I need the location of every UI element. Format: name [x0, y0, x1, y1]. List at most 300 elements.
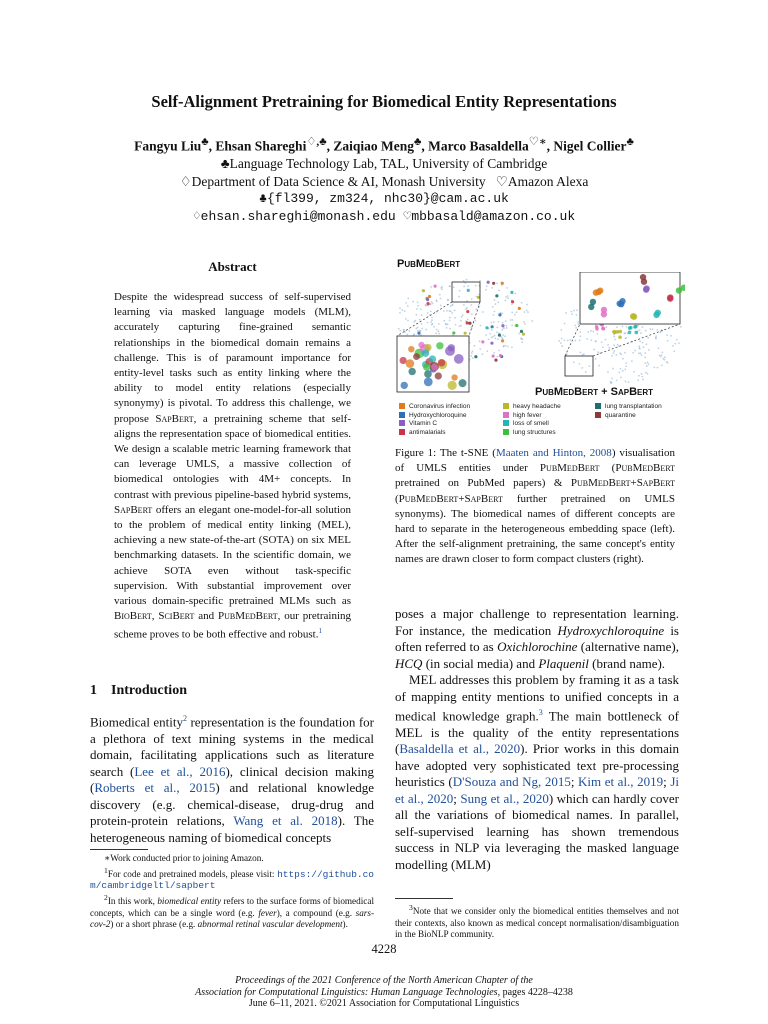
footnote-em: sars-cov-2 [90, 907, 375, 930]
embedding-point [628, 381, 630, 383]
embedding-point [516, 311, 518, 313]
embedding-point [421, 314, 423, 316]
embedding-point [613, 336, 615, 338]
legend-item [399, 429, 446, 436]
embedding-point [622, 370, 624, 372]
embedding-point [646, 365, 648, 367]
text: (alternative name), [577, 639, 680, 654]
embedding-point [678, 342, 680, 344]
inset-point [667, 294, 673, 300]
embedding-point [511, 303, 513, 305]
embedding-point [625, 381, 627, 383]
embedding-point [612, 368, 614, 370]
embedding-point [662, 351, 664, 353]
author-name: Zaiqiao Meng [333, 138, 414, 154]
entity-point [495, 294, 498, 297]
legend-item [503, 420, 549, 427]
paragraph [395, 672, 679, 873]
entity-point [501, 282, 504, 285]
text: ), clinical decision making ( [90, 763, 375, 796]
embedding-point [466, 300, 468, 302]
embedding-point [622, 358, 624, 360]
text: representation is the foundation for a plethora of text mining systems in the medical domain, facilitating applications such as literature search ( [90, 714, 374, 779]
inset-point [423, 363, 430, 370]
embedding-point [521, 337, 523, 339]
embedding-point [670, 335, 672, 337]
embedding-point [637, 324, 639, 326]
embedding-point [592, 331, 594, 333]
embedding-point [445, 324, 447, 326]
embedding-point [501, 329, 503, 331]
inset-point [422, 350, 429, 357]
embedding-point [486, 350, 488, 352]
inset-point [438, 359, 445, 366]
intro-paragraph [90, 711, 374, 846]
embedding-point [486, 285, 488, 287]
embedding-point [494, 311, 496, 313]
embedding-point [459, 290, 461, 292]
embedding-point [658, 347, 660, 349]
embedding-point [446, 310, 448, 312]
embedding-point [416, 308, 418, 310]
embedding-point [644, 362, 646, 364]
embedding-point [446, 327, 448, 329]
embedding-point [502, 322, 504, 324]
inset-point [431, 364, 438, 371]
model-name: BioBert [114, 610, 152, 623]
text: (in social media) and [422, 655, 539, 671]
abstract-text: offers an elegant one-model-for-all solution to the problem of medical entity linking (MEL), achieving a new state-of-the-art (SOTA) on six MEL benchmarking datasets. In the scientific domain, we achieve SOTA even without task-specific supervision. With substantial improvement over various domain-specific pretrained MLMs such as [114, 503, 351, 608]
embedding-point [511, 324, 513, 326]
embedding-point [470, 304, 472, 306]
embedding-point [493, 321, 495, 323]
entity-point [491, 325, 494, 328]
embedding-point [598, 365, 600, 367]
entity-point [417, 332, 420, 335]
emphasis: HCQ [395, 655, 423, 671]
abstract-text: Despite the widespread success of self-supervised learning via masked language models (MLM), accurately capturing fine-grained semantic relationships in the biomedical domain remains a challenge. This is of paramount importance for entity-level tasks such as entity linking where the ability to model entity relations (especially synonymy) is pivotal. To address this challenge, we propose [114, 291, 351, 425]
affiliation-monash: ♢Department of Data Science & AI, Monash University [179, 173, 486, 189]
entity-cluster-point [628, 326, 632, 330]
text: poses a major challenge to representation learning. For instance, the medication [395, 606, 679, 638]
embedding-point [657, 367, 659, 369]
embedding-point [674, 343, 676, 345]
citation-link[interactable]: Roberts et al., 2015 [94, 780, 216, 796]
embedding-point [470, 355, 472, 357]
entity-point [477, 296, 480, 299]
legend-item [503, 403, 561, 410]
citation-link[interactable]: Lee et al., 2016 [134, 763, 226, 779]
embedding-point [579, 335, 581, 337]
embedding-point [667, 340, 669, 342]
embedding-point [567, 340, 569, 342]
embedding-point [574, 340, 576, 342]
embedding-point [485, 289, 487, 291]
embedding-point [611, 378, 613, 380]
model-name: PubMedBert [539, 462, 600, 475]
embedding-point [632, 352, 634, 354]
sep: ; [570, 774, 579, 790]
embedding-point [495, 303, 497, 305]
embedding-point [482, 353, 484, 355]
embedding-point [656, 329, 658, 331]
embedding-point [427, 322, 429, 324]
embedding-point [638, 346, 640, 348]
emphasis: Oxichlorochine [497, 639, 578, 654]
embedding-point [593, 349, 595, 351]
embedding-point [438, 323, 440, 325]
footnote-1 [90, 865, 374, 892]
embedding-point [404, 310, 406, 312]
embedding-point [448, 310, 450, 312]
embedding-point [417, 301, 419, 303]
embedding-point [438, 333, 440, 335]
entity-cluster-point [634, 331, 638, 335]
embedding-point [462, 314, 464, 316]
embedding-point [637, 379, 639, 381]
footnote-mark: 2 [104, 892, 108, 902]
embedding-point [575, 327, 577, 329]
embedding-point [447, 299, 449, 301]
footer-venue: Association for Computational Linguistics: Human Language Technologies [195, 986, 498, 998]
legend-swatch [503, 420, 509, 426]
embedding-point [633, 371, 635, 373]
embedding-point [450, 305, 452, 307]
legend-label: lung transplantation [605, 403, 662, 410]
embedding-point [524, 323, 526, 325]
legend-label: heavy headache [513, 403, 561, 410]
proceedings-footer [0, 975, 768, 1010]
embedding-point [491, 322, 493, 324]
embedding-point [673, 350, 675, 352]
embedding-point [521, 341, 523, 343]
entity-point [492, 282, 495, 285]
entity-point [511, 300, 514, 303]
model-name: PubMedBert [218, 610, 278, 623]
legend-label: antimalarials [409, 428, 446, 436]
embedding-point [638, 375, 640, 377]
embedding-point [417, 327, 419, 329]
embedding-point [453, 286, 455, 288]
embedding-point [433, 326, 435, 328]
code-url-link[interactable]: https://github.com/cambridgeltl/sapbert [90, 868, 374, 892]
embedding-point [660, 331, 662, 333]
model-name: SapBert [114, 503, 153, 516]
embedding-point [624, 369, 626, 371]
embedding-point [408, 330, 410, 332]
embedding-point [571, 311, 573, 313]
embedding-point [602, 346, 604, 348]
embedding-point [398, 328, 400, 330]
embedding-point [399, 307, 401, 309]
embedding-point [577, 321, 579, 323]
embedding-point [645, 372, 647, 374]
email-line-1: ♣{fl399, zm324, nhc30}@cam.ac.uk [259, 191, 509, 206]
embedding-point [514, 314, 516, 316]
right-column-body [395, 606, 679, 873]
embedding-point [582, 354, 584, 356]
inset-point [424, 378, 433, 387]
citation-link[interactable]: Sung et al., 2020 [460, 790, 549, 806]
footnote-text: For code and pretrained models, please visit: [107, 868, 278, 879]
embedding-point [443, 320, 445, 322]
embedding-point [479, 348, 481, 350]
footnote-text: ). [342, 919, 348, 930]
embedding-point [642, 326, 644, 328]
embedding-point [504, 335, 506, 337]
entity-point [434, 285, 437, 288]
embedding-point [471, 298, 473, 300]
embedding-point [498, 321, 500, 323]
embedding-point [472, 357, 474, 359]
embedding-point [526, 304, 528, 306]
entity-point [494, 359, 497, 362]
embedding-point [617, 344, 619, 346]
embedding-point [614, 339, 616, 341]
inset-point [451, 374, 457, 380]
entity-point [492, 354, 495, 357]
embedding-point [672, 345, 674, 347]
embedding-point [624, 352, 626, 354]
emphasis: Hydroxychloroquine [557, 622, 665, 638]
embedding-point [616, 379, 618, 381]
footnote-link[interactable]: 1 [318, 627, 322, 636]
embedding-point [463, 285, 465, 287]
embedding-point [399, 312, 401, 314]
citation-link[interactable]: Basaldella et al., 2020 [399, 741, 521, 757]
embedding-point [622, 326, 624, 328]
footnote-text: ) or a short phrase (e.g. [110, 919, 198, 930]
legend-swatch [503, 412, 509, 418]
zoom-connector [469, 302, 480, 336]
caption-text: pretrained on PubMed papers) & [395, 477, 571, 490]
embedding-point [653, 366, 655, 368]
embedding-point [496, 356, 498, 358]
embedding-point [634, 350, 636, 352]
embedding-point [443, 310, 445, 312]
footnote-mark: 3 [409, 903, 413, 912]
entity-cluster-point [634, 325, 638, 329]
embedding-point [648, 363, 650, 365]
citation-link[interactable]: Wang et al. 2018 [233, 813, 338, 829]
model-name: SciBert [158, 610, 195, 623]
embedding-point [431, 319, 433, 321]
text: ). The heterogeneous naming of biomedical concepts [90, 813, 374, 845]
legend-item [399, 420, 437, 427]
embedding-point [407, 297, 409, 299]
embedding-point [641, 373, 643, 375]
embedding-point [648, 349, 650, 351]
embedding-point [504, 300, 506, 302]
embedding-point [407, 320, 409, 322]
embedding-point [638, 352, 640, 354]
embedding-point [432, 302, 434, 304]
embedding-point [605, 339, 607, 341]
embedding-point [482, 311, 484, 313]
embedding-point [496, 331, 498, 333]
embedding-point [498, 289, 500, 291]
embedding-point [561, 345, 563, 347]
embedding-point [626, 326, 628, 328]
embedding-point [459, 325, 461, 327]
embedding-point [558, 340, 560, 342]
citation-link[interactable]: Kim et al., 2019 [578, 774, 664, 790]
embedding-point [526, 310, 528, 312]
affiliation-2 [0, 173, 768, 191]
footnote-link[interactable]: 2 [183, 714, 187, 723]
embedding-point [438, 330, 440, 332]
sep: ; [453, 790, 461, 806]
embedding-point [596, 333, 598, 335]
inset-point [588, 304, 594, 310]
embedding-point [664, 356, 666, 358]
entity-point [518, 307, 521, 310]
embedding-point [493, 352, 495, 354]
entity-cluster-point [601, 327, 605, 331]
embedding-point [419, 319, 421, 321]
figure-1 [395, 258, 685, 438]
embedding-point [491, 287, 493, 289]
embedding-point [458, 296, 460, 298]
embedding-point [625, 362, 627, 364]
embedding-point [512, 319, 514, 321]
embedding-point [479, 280, 481, 282]
entity-point [498, 333, 501, 336]
embedding-point [417, 330, 419, 332]
embedding-point [496, 327, 498, 329]
citation-link[interactable]: D'Souza and Ng, 2015 [452, 774, 571, 790]
figure-caption [395, 446, 675, 568]
embedding-point [511, 346, 513, 348]
inset-point [445, 346, 455, 356]
embedding-point [560, 329, 562, 331]
entity-point [481, 340, 484, 343]
embedding-point [574, 325, 576, 327]
embedding-point [505, 296, 507, 298]
embedding-point [613, 352, 615, 354]
legend-swatch [399, 403, 405, 409]
embedding-point [625, 365, 627, 367]
footnote-em: biomedical entity [157, 895, 222, 906]
embedding-point [439, 294, 441, 296]
embedding-point [401, 309, 403, 311]
embedding-point [652, 328, 654, 330]
embedding-point [639, 348, 641, 350]
caption-text: ) visualisation of UMLS entities under [395, 447, 675, 475]
footer-pages: , pages 4228–4238 [497, 986, 573, 998]
citation-link[interactable]: Ji et al., 2020 [395, 774, 679, 806]
entity-point [487, 281, 490, 284]
embedding-point [569, 339, 571, 341]
caption-text: Figure 1: The t-SNE ( [395, 447, 496, 459]
entity-cluster-point [628, 331, 632, 335]
footnote-em: abnormal retinal vascular development [197, 919, 343, 930]
entity-point [466, 321, 469, 324]
embedding-point [573, 361, 575, 363]
legend-item [595, 412, 636, 419]
embedding-point [430, 311, 432, 313]
legend-item [503, 429, 556, 436]
author-block [0, 134, 768, 225]
citation-link[interactable]: Maaten and Hinton, 2008 [495, 447, 612, 459]
inset-point [640, 274, 646, 280]
inset-point [454, 354, 464, 364]
entity-point [426, 302, 429, 305]
embedding-point [620, 368, 622, 370]
author-name: Fangyu Liu [134, 138, 202, 154]
inset-point [408, 368, 415, 375]
embedding-point [608, 347, 610, 349]
embedding-point [440, 298, 442, 300]
embedding-point [595, 358, 597, 360]
embedding-point [466, 307, 468, 309]
embedding-point [618, 372, 620, 374]
embedding-point [642, 379, 644, 381]
inset-point [406, 359, 415, 368]
embedding-point [463, 304, 465, 306]
embedding-point [616, 326, 618, 328]
entity-cluster-point [613, 331, 617, 335]
legend-swatch [503, 429, 509, 435]
embedding-point [586, 338, 588, 340]
text: MEL addresses this problem by framing it as a task of mapping entity mentions to unified concepts in a medical knowledge graph. [395, 672, 679, 724]
footnote-text: Note that we consider only the biomedical entities themselves and not their contexts, also known as medical concept normalisation/disambiguation in the BioNLP community. [395, 906, 679, 940]
embedding-point [607, 371, 609, 373]
author-mark: ♢,♣ [306, 136, 327, 148]
embedding-point [639, 340, 641, 342]
embedding-point [479, 340, 481, 342]
inset-point [676, 287, 682, 293]
embedding-point [493, 314, 495, 316]
legend-item [399, 412, 466, 419]
abstract-heading: Abstract [208, 259, 257, 274]
embedding-point [501, 336, 503, 338]
entity-point [499, 354, 502, 357]
footnotes-left [90, 853, 374, 931]
footnote-link[interactable]: 3 [538, 708, 543, 717]
embedding-point [507, 295, 509, 297]
abstract-body [114, 290, 351, 643]
embedding-point [664, 359, 666, 361]
entity-point [522, 333, 525, 336]
entity-point [485, 326, 488, 329]
embedding-point [403, 329, 405, 331]
embedding-point [619, 352, 621, 354]
embedding-point [576, 309, 578, 311]
embedding-point [480, 325, 482, 327]
embedding-point [667, 362, 669, 364]
inset-point [643, 285, 649, 291]
embedding-point [505, 325, 507, 327]
sep: ; [663, 774, 671, 790]
model-name: PubMedBert+SapBert [398, 492, 503, 505]
embedding-point [644, 352, 646, 354]
embedding-point [643, 346, 645, 348]
figure-label-left: PubMedBert [397, 258, 461, 270]
embedding-point [613, 344, 615, 346]
embedding-point [579, 331, 581, 333]
embedding-point [461, 316, 463, 318]
embedding-point [505, 320, 507, 322]
embedding-point [466, 279, 468, 281]
embedding-point [454, 309, 456, 311]
affiliation-1: ♣Language Technology Lab, TAL, University of Cambridge [220, 156, 548, 171]
embedding-point [577, 323, 579, 325]
legend-swatch [399, 429, 405, 435]
embedding-point [564, 323, 566, 325]
embedding-point [564, 339, 566, 341]
embedding-point [501, 312, 503, 314]
